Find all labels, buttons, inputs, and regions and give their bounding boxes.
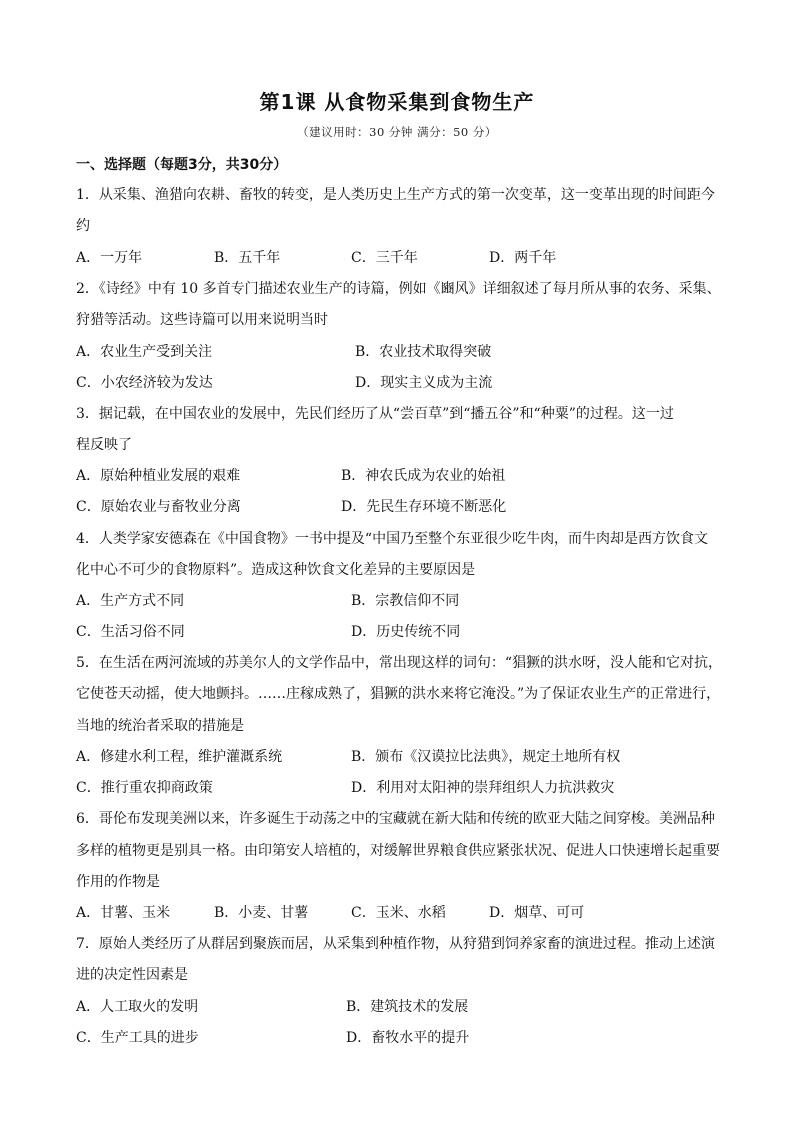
- question-5-option-b[interactable]: B．颁布《汉谟拉比法典》，规定土地所有权: [351, 749, 621, 765]
- question-1-option-c[interactable]: C．三千年: [351, 250, 418, 266]
- question-7-option-b[interactable]: B．建筑技术的发展: [346, 999, 469, 1015]
- question-4-option-a[interactable]: A．生产方式不同: [76, 593, 185, 609]
- question-5-option-d[interactable]: D．利用对太阳神的崇拜组织人力抗洪救灾: [351, 780, 615, 796]
- question-2-line-2: 狩猎等活动。这些诗篇可以用来说明当时: [76, 312, 328, 328]
- question-3-line-1: 3．据记载，在中国农业的发展中，先民们经历了从“尝百草”到“播五谷”和“种粟”的过程。这一过: [76, 406, 674, 422]
- section-heading: 一、选择题（每题3分，共30分）: [76, 157, 288, 173]
- question-2-option-d[interactable]: D．现实主义成为主流: [355, 375, 493, 391]
- page-subtitle: （建议用时：30 分钟 满分：50 分）: [297, 125, 497, 139]
- question-7-option-d[interactable]: D．畜牧水平的提升: [346, 1030, 470, 1046]
- question-5-line-2: 它使苍天动摇，使大地颤抖。……庄稼成熟了，猖獗的洪水来将它淹没。”为了保证农业生产的正常进行，: [76, 686, 721, 702]
- question-1-option-a[interactable]: A．一万年: [76, 250, 143, 266]
- question-2-option-b[interactable]: B．农业技术取得突破: [355, 344, 492, 360]
- question-2-option-c[interactable]: C．小农经济较为发达: [76, 375, 213, 391]
- question-6-line-1: 6．哥伦布发现美洲以来，许多诞生于动荡之中的宝藏就在新大陆和传统的欧亚大陆之间穿梭。美洲品种: [76, 811, 715, 827]
- question-7-option-a[interactable]: A．人工取火的发明: [76, 999, 199, 1015]
- question-5-line-1: 5．在生活在两河流域的苏美尔人的文学作品中，常出现这样的词句：“猖獗的洪水呀，没人能和它对抗，: [76, 655, 723, 671]
- question-5-line-3: 当地的统治者采取的措施是: [76, 718, 244, 734]
- question-6-option-b[interactable]: B．小麦、甘薯: [214, 905, 309, 921]
- question-3-option-d[interactable]: D．先民生存环境不断恶化: [341, 499, 507, 515]
- question-4-option-b[interactable]: B．宗教信仰不同: [351, 593, 460, 609]
- question-6-option-c[interactable]: C．玉米、水稻: [351, 905, 446, 921]
- question-1-option-b[interactable]: B．五千年: [214, 250, 281, 266]
- question-4-option-d[interactable]: D．历史传统不同: [351, 624, 461, 640]
- question-3-option-c[interactable]: C．原始农业与畜牧业分离: [76, 499, 241, 515]
- question-3-line-2: 程反映了: [76, 437, 132, 453]
- question-7-line-2: 进的决定性因素是: [76, 967, 188, 983]
- question-2-option-a[interactable]: A．农业生产受到关注: [76, 344, 213, 360]
- page-title: 第1课 从食物采集到食物生产: [259, 90, 535, 114]
- question-3-option-b[interactable]: B．神农氏成为农业的始祖: [341, 468, 506, 484]
- question-1-line-1: 1．从采集、渔猎向农耕、畜牧的转变，是人类历史上生产方式的第一次变革，这一变革出现的时间距今: [76, 187, 715, 203]
- question-3-option-a[interactable]: A．原始种植业发展的艰难: [76, 468, 241, 484]
- question-2-line-1: 2．《诗经》中有 10 多首专门描述农业生产的诗篇，例如《豳风》详细叙述了每月所从事的农务、采集、: [76, 281, 721, 297]
- question-1-line-2: 约: [76, 218, 90, 234]
- question-7-line-1: 7．原始人类经历了从群居到聚族而居，从采集到种植作物，从狩猎到饲养家畜的演进过程。推动上述演: [76, 936, 715, 952]
- question-6-line-3: 作用的作物是: [76, 874, 160, 890]
- question-6-option-d[interactable]: D．烟草、可可: [489, 905, 585, 921]
- question-5-option-a[interactable]: A．修建水利工程，维护灌溉系统: [76, 749, 283, 765]
- question-6-option-a[interactable]: A．甘薯、玉米: [76, 905, 171, 921]
- question-1-option-d[interactable]: D．两千年: [489, 250, 557, 266]
- question-4-line-2: 化中心不可少的食物原料”。造成这种饮食文化差异的主要原因是: [76, 562, 476, 578]
- question-5-option-c[interactable]: C．推行重农抑商政策: [76, 780, 213, 796]
- question-4-option-c[interactable]: C．生活习俗不同: [76, 624, 185, 640]
- question-6-line-2: 多样的植物更是别具一格。由印第安人培植的，对缓解世界粮食供应紧张状况、促进人口快速增长起重要: [76, 843, 720, 859]
- question-7-option-c[interactable]: C．生产工具的进步: [76, 1030, 199, 1046]
- question-4-line-1: 4．人类学家安德森在《中国食物》一书中提及“中国乃至整个东亚很少吃牛肉，而牛肉却是西方饮食文: [76, 531, 709, 547]
